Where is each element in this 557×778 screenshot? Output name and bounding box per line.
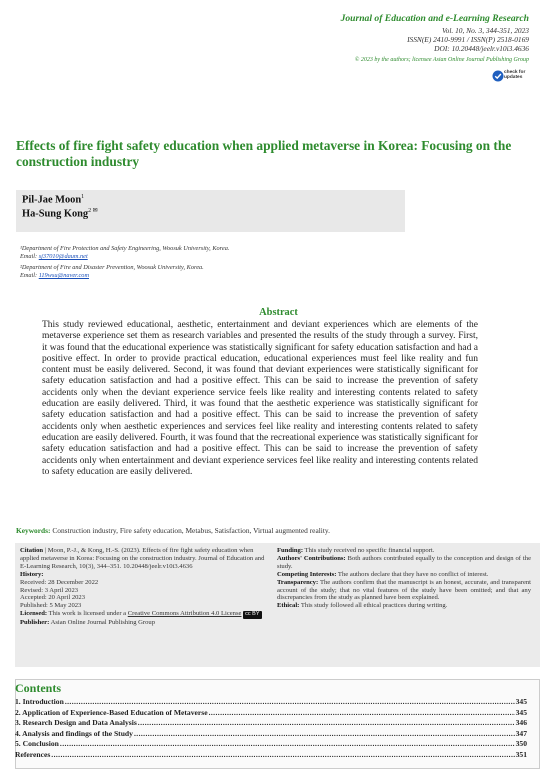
journal-volume: Vol. 10, No. 3, 344-351, 2023	[441, 26, 529, 35]
toc-leader	[134, 729, 515, 740]
toc-item[interactable]	[15, 697, 527, 708]
toc-leader	[65, 697, 515, 708]
article-title: Effects of fire fight safety education when applied metaverse in Korea: Focusing on the construction industry	[16, 138, 512, 169]
table-of-contents	[15, 697, 527, 761]
publisher-text: Asian Online Journal Publishing Group	[49, 619, 155, 627]
toc-label: References	[15, 749, 51, 759]
affiliation-2	[20, 264, 204, 280]
keywords-label: Keywords:	[16, 526, 51, 535]
author-2	[22, 207, 98, 219]
toc-label: 3. Research Design and Data Analysis	[15, 718, 137, 728]
toc-page: 351	[515, 749, 527, 759]
toc-label: 2. Application of Experience-Based Education of Metaverse	[15, 707, 208, 717]
contents-heading: Contents	[15, 681, 62, 695]
article-info-left	[20, 547, 265, 627]
author-mark: 2 ✉	[88, 208, 98, 214]
funding	[277, 547, 531, 555]
revised-date: Revised: 3 April 2023	[20, 586, 79, 594]
abstract-heading: Abstract	[259, 307, 298, 318]
crossmark-icon	[492, 70, 504, 82]
toc-label: 1. Introduction	[15, 697, 64, 706]
ethical-text: This study followed all ethical practices during writing.	[299, 602, 448, 610]
cc-by-badge[interactable]: cc BY	[245, 611, 260, 618]
author-name: Ha-Sung Kong	[22, 208, 89, 220]
citation-text: | Moon, P.-J., & Kong, H.-S. (2023). Effects of fire fight safety education when applied metaverse in Korea: Focusing on the construction industry. Journal of Education and E-Learning Research, 10(3), 344–351. 10.20448/jeelr.v10i3.4636	[20, 547, 265, 570]
contributions-label: Authors' Contributions:	[277, 554, 346, 562]
toc-item[interactable]	[15, 750, 527, 761]
toc-label: 5. Conclusion	[15, 739, 59, 749]
licensed-label: Licensed:	[20, 610, 48, 618]
transparency-label: Transparency:	[277, 578, 319, 586]
licensed-text: This work is licensed under a	[47, 610, 128, 618]
history-label: History:	[20, 570, 44, 578]
license	[20, 610, 265, 619]
publisher	[20, 619, 265, 627]
toc-page: 345	[515, 707, 527, 717]
license-link[interactable]: Creative Commons Attribution 4.0 License	[127, 610, 242, 618]
email-label: Email:	[20, 272, 39, 279]
journal-issn: ISSN(E) 2410-9991 / ISSN(P) 2518-0169	[407, 35, 529, 44]
publisher-label: Publisher:	[20, 619, 50, 627]
toc-item[interactable]	[15, 708, 527, 719]
contributions-text: Both authors contributed equally to the conception and design of the study.	[277, 554, 531, 570]
check-for-updates-badge[interactable]	[492, 70, 532, 84]
funding-text: This study received no specific financial support.	[303, 547, 435, 554]
keywords-text: Construction industry, Fire safety education, Metabus, Satisfaction, Virtual augmented reality.	[50, 526, 330, 535]
abstract-text: This study reviewed educational, aesthetic, entertainment and deviant experiences which are elements of the metaverse experience set them as research variables and presented the results of the study through a survey. First, it was found that the educational experience was statistically significant for safety education satisfaction and had a positive effect. In order to provide practical education, educational experiences must feel like reality and fun content must be easily delivered. Second, it was found that deviant experiences were statistically significant for safety education satisfaction and had a positive effect. This can be said to increase the prevention of safety accidents only when the deviant experience service feels like reality and interesting contents related to safety education are easily delivered. Third, it was found that the aesthetic experience was statistically significant for safety education satisfaction and had a positive effect. This can be said to increase the prevention of safety accidents only when aesthetic experiences and services feel like reality and interesting contents related to safety education are easily delivered. Fourth, it was found that the recreational experience was statistically significant for safety education satisfaction and had a positive effect. This can be said to increase the prevention of safety accidents only when entertainment and deviant experience services feel like reality and interesting contents related to safety education are easily delivered.	[42, 320, 478, 477]
toc-page: 347	[515, 728, 527, 738]
competing-text: The authors declare that they have no conflict of interest.	[336, 570, 489, 578]
author-email-link[interactable]: 119wsu@naver.com	[38, 272, 89, 279]
published-date: Published: 5 May 2023	[20, 602, 82, 610]
citation-label: Citation	[20, 547, 44, 554]
toc-page: 350	[515, 739, 527, 749]
toc-item[interactable]	[15, 739, 527, 750]
citation	[20, 547, 265, 571]
email-label: Email:	[20, 253, 39, 260]
ethical	[277, 602, 531, 610]
funding-label: Funding:	[277, 547, 304, 554]
author-name: Pil-Jae Moon	[22, 194, 82, 206]
affiliation-text: ²Department of Fire and Disaster Prevention, Woosuk University, Korea.	[20, 264, 204, 271]
toc-item[interactable]	[15, 729, 527, 740]
article-info-right	[277, 547, 531, 610]
author-1	[22, 194, 84, 205]
toc-leader	[209, 708, 515, 719]
toc-leader	[60, 739, 515, 750]
transparency-text: The authors confirm that the manuscript is an honest, accurate, and transparent account of the study; that no vital features of the study have been omitted; and that any discrepancies from the study as planned have been explained.	[277, 578, 531, 602]
check-for-updates-label: check for updates	[504, 70, 526, 80]
transparency	[277, 579, 531, 603]
competing-label: Competing Interests:	[277, 570, 337, 578]
toc-leader	[138, 718, 515, 729]
affiliation-1	[20, 245, 229, 261]
toc-item[interactable]	[15, 718, 527, 729]
competing-interests	[277, 571, 531, 579]
affiliation-text: ¹Department of Fire Protection and Safety Engineering, Woosuk University, Korea.	[20, 245, 230, 252]
keywords	[16, 526, 541, 535]
ethical-label: Ethical:	[277, 602, 300, 610]
journal-copyright: © 2023 by the authors; licensee Asian Online Journal Publishing Group	[354, 57, 529, 63]
journal-name: Journal of Education and e-Learning Research	[340, 13, 529, 24]
author-email-link[interactable]: sj37010@daum.net	[38, 253, 88, 260]
received-date: Received: 28 December 2022	[20, 578, 99, 586]
toc-label: 4. Analysis and findings of the Study	[15, 728, 133, 738]
toc-page: 345	[515, 697, 527, 706]
toc-leader	[51, 750, 514, 761]
accepted-date: Accepted: 20 April 2023	[20, 594, 86, 602]
journal-doi[interactable]: DOI: 10.20448/jeelr.v10i3.4636	[434, 44, 529, 53]
contributions	[277, 555, 531, 571]
toc-page: 346	[515, 718, 527, 728]
author-mark: 1	[81, 194, 85, 200]
